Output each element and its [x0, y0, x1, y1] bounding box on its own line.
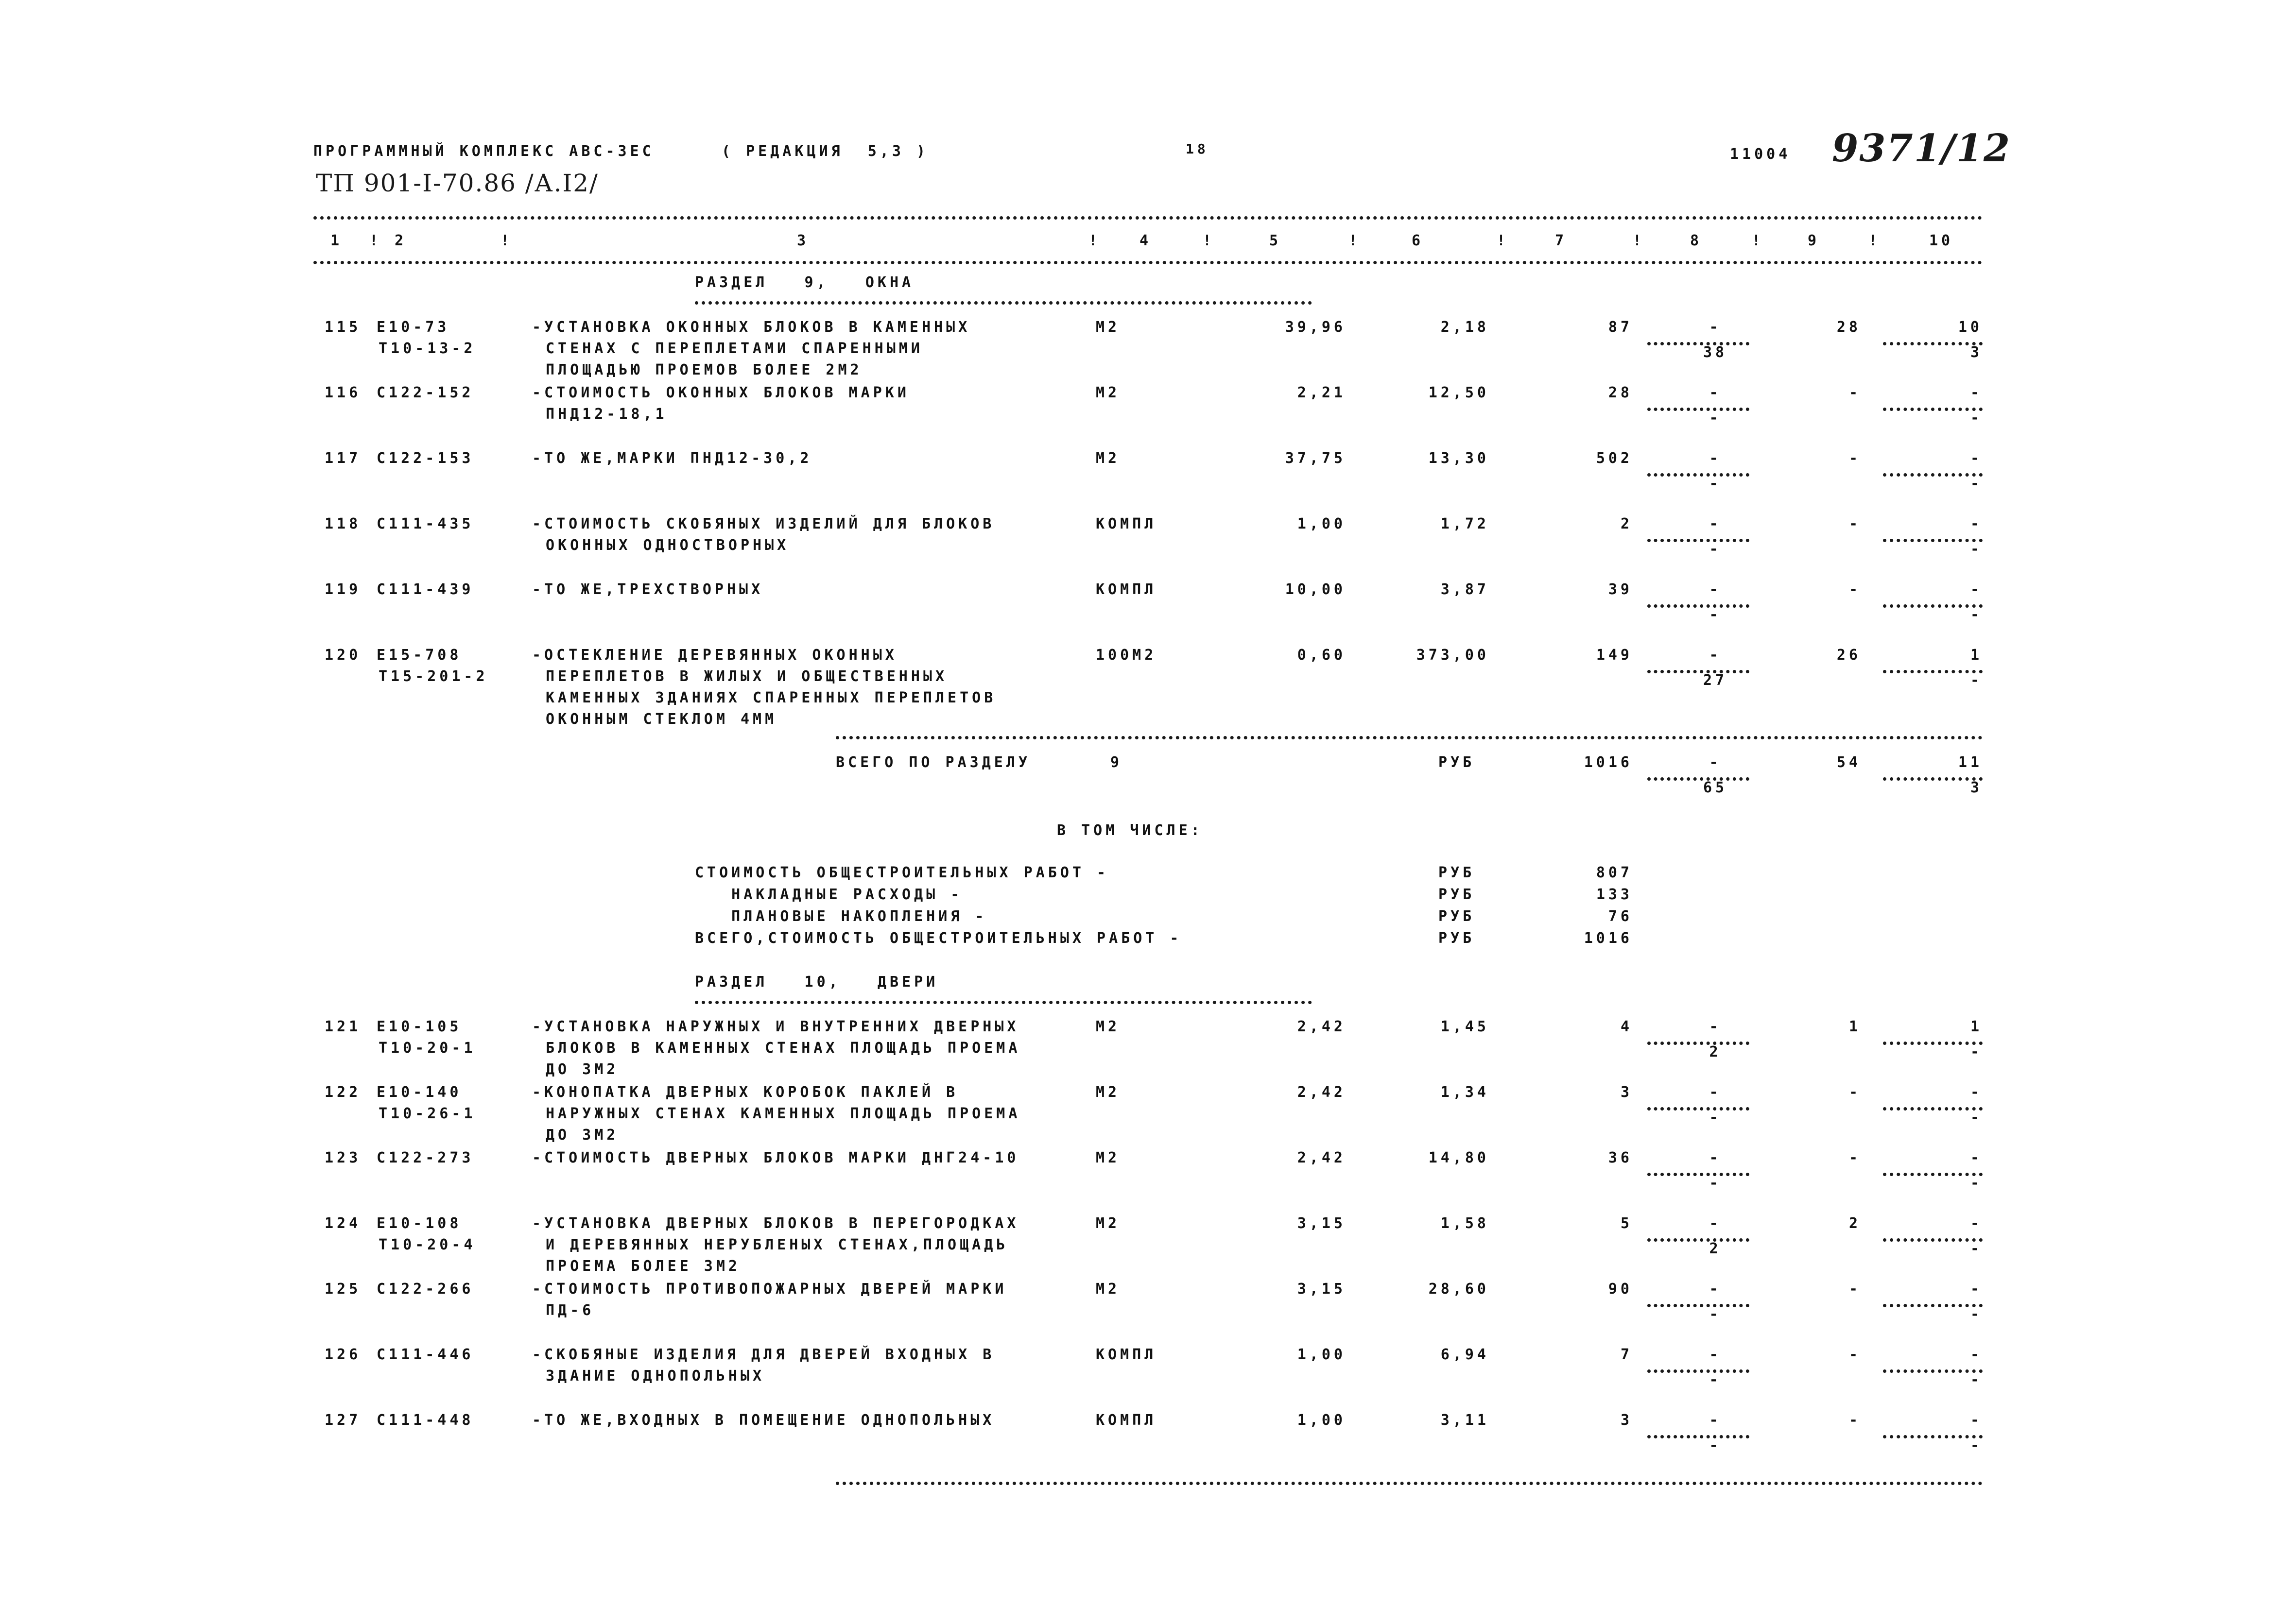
row-description: -СТОИМОСТЬ СКОБЯНЫХ ИЗДЕЛИЙ ДЛЯ БЛОКОВ — [532, 515, 995, 532]
row-description: -СТОИМОСТЬ ДВЕРНЫХ БЛОКОВ МАРКИ ДНГ24-10 — [532, 1149, 1019, 1166]
column-header-4: 4 — [1139, 232, 1152, 249]
row-unit: М2 — [1096, 1215, 1121, 1232]
row-col9: 26 — [1836, 647, 1861, 664]
row-col10: - — [1970, 1346, 1983, 1363]
total-label: ВСЕГО ПО РАЗДЕЛУ — [836, 754, 1031, 771]
handwritten-ref: 9371/12 — [1832, 126, 2011, 171]
row-total-cost: 87 — [1608, 319, 1633, 336]
breakdown-label: СТОИМОСТЬ ОБЩЕСТРОИТЕЛЬНЫХ РАБОТ - — [695, 864, 1109, 881]
row-code: С122-266 — [377, 1281, 474, 1298]
row-description: БЛОКОВ В КАМЕННЫХ СТЕНАХ ПЛОЩАДЬ ПРОЕМА — [546, 1040, 1021, 1057]
column-header-6: 6 — [1412, 232, 1424, 249]
row-unit-price: 373,00 — [1416, 647, 1489, 664]
breakdown-label: НАКЛАДНЫЕ РАСХОДЫ - — [695, 886, 963, 903]
row-unit: М2 — [1096, 450, 1121, 467]
row-total-cost: 149 — [1596, 647, 1633, 664]
row-total-cost: 36 — [1608, 1149, 1633, 1166]
row-code: Е10-108 — [377, 1215, 462, 1232]
row-description: ДО 3М2 — [546, 1127, 619, 1144]
column-header-1: 1 — [330, 232, 343, 249]
row-quantity: 1,00 — [1297, 1346, 1346, 1363]
row-col10-lower: - — [1970, 1175, 1983, 1192]
row-total-cost: 3 — [1620, 1412, 1633, 1429]
row-col10-lower: - — [1970, 475, 1983, 492]
column-header-8: 8 — [1690, 232, 1703, 249]
breakdown-unit: РУБ — [1438, 864, 1475, 881]
row-number: 116 — [325, 384, 362, 401]
row-col8: - — [1709, 319, 1722, 336]
row-col10: - — [1970, 1215, 1983, 1232]
row-col10-lower: 3 — [1970, 344, 1983, 361]
row-code: Т10-20-1 — [379, 1040, 476, 1057]
row-code: С111-448 — [377, 1412, 474, 1429]
breakdown-unit: РУБ — [1438, 930, 1475, 947]
doc-code: 11004 — [1730, 146, 1791, 163]
row-col10-lower: - — [1970, 1437, 1983, 1454]
row-col10-lower: - — [1970, 410, 1983, 427]
total-unit: РУБ — [1438, 754, 1475, 771]
row-unit-price: 14,80 — [1428, 1149, 1489, 1166]
breakdown-label: ВСЕГО,СТОИМОСТЬ ОБЩЕСТРОИТЕЛЬНЫХ РАБОТ - — [695, 930, 1182, 947]
row-description: -СКОБЯНЫЕ ИЗДЕЛИЯ ДЛЯ ДВЕРЕЙ ВХОДНЫХ В — [532, 1346, 995, 1363]
row-col8-lower: - — [1709, 541, 1722, 558]
row-col10-lower: - — [1970, 1306, 1983, 1323]
total-section-no: 9 — [1110, 754, 1123, 771]
row-col9: - — [1848, 1346, 1861, 1363]
row-code: Т10-20-4 — [379, 1236, 476, 1253]
row-code: Е10-140 — [377, 1084, 462, 1101]
row-description: ПЕРЕПЛЕТОВ В ЖИЛЫХ И ОБЩЕСТВЕННЫХ — [546, 668, 948, 685]
row-description: -СТОИМОСТЬ ПРОТИВОПОЖАРНЫХ ДВЕРЕЙ МАРКИ — [532, 1281, 1007, 1298]
header-bottom-rule — [313, 261, 1983, 264]
row-col8-lower: - — [1709, 1371, 1722, 1388]
row-quantity: 1,00 — [1297, 515, 1346, 532]
row-code: Т10-13-2 — [379, 340, 476, 357]
row-col9: - — [1848, 1149, 1861, 1166]
row-col10: 10 — [1958, 319, 1983, 336]
row-quantity: 39,96 — [1285, 319, 1346, 336]
column-separator: ! — [1203, 232, 1215, 249]
row-description: ПД-6 — [546, 1302, 595, 1319]
row-quantity: 3,15 — [1297, 1281, 1346, 1298]
row-col8-lower: 38 — [1703, 344, 1728, 361]
total-cost: 1016 — [1584, 754, 1633, 771]
column-separator: ! — [1633, 232, 1645, 249]
column-separator: ! — [1868, 232, 1881, 249]
row-col8: - — [1709, 1018, 1722, 1035]
row-number: 120 — [325, 647, 362, 664]
row-description: -УСТАНОВКА ДВЕРНЫХ БЛОКОВ В ПЕРЕГОРОДКАХ — [532, 1215, 1019, 1232]
row-total-cost: 2 — [1620, 515, 1633, 532]
row-unit: КОМПЛ — [1096, 581, 1157, 598]
row-col10: 1 — [1970, 647, 1983, 664]
edition-label: ( РЕДАКЦИЯ 5,3 ) — [722, 143, 929, 160]
row-col8: - — [1709, 450, 1722, 467]
footer-rule — [836, 1482, 1983, 1485]
row-col8-lower: - — [1709, 1306, 1722, 1323]
row-col8-lower: - — [1709, 1175, 1722, 1192]
row-total-cost: 39 — [1608, 581, 1633, 598]
row-code: Т15-201-2 — [379, 668, 488, 685]
row-col8: - — [1709, 1346, 1722, 1363]
row-unit-price: 6,94 — [1440, 1346, 1489, 1363]
section-title-underline — [695, 301, 1312, 305]
row-description: -ТО ЖЕ,ТРЕХСТВОРНЫХ — [532, 581, 764, 598]
breakdown-unit: РУБ — [1438, 908, 1475, 925]
row-description: -ТО ЖЕ,ВХОДНЫХ В ПОМЕЩЕНИЕ ОДНОПОЛЬНЫХ — [532, 1412, 995, 1429]
row-code: Т10-26-1 — [379, 1105, 476, 1122]
row-total-cost: 3 — [1620, 1084, 1633, 1101]
row-col9: - — [1848, 1084, 1861, 1101]
row-description: НАРУЖНЫХ СТЕНАХ КАМЕННЫХ ПЛОЩАДЬ ПРОЕМА — [546, 1105, 1021, 1122]
row-description: -ОСТЕКЛЕНИЕ ДЕРЕВЯННЫХ ОКОННЫХ — [532, 647, 898, 664]
row-col8-lower: - — [1709, 1109, 1722, 1126]
project-stamp: ТП 901-I-70.86 /А.I2/ — [316, 169, 599, 197]
row-quantity: 2,42 — [1297, 1018, 1346, 1035]
row-code: С122-153 — [377, 450, 474, 467]
total-col10-lower: 3 — [1970, 779, 1983, 796]
row-total-cost: 90 — [1608, 1281, 1633, 1298]
row-unit: КОМПЛ — [1096, 1412, 1157, 1429]
row-quantity: 1,00 — [1297, 1412, 1346, 1429]
row-number: 122 — [325, 1084, 362, 1101]
row-unit-price: 1,45 — [1440, 1018, 1489, 1035]
column-separator: ! — [1497, 232, 1509, 249]
row-description: ПРОЕМА БОЛЕЕ 3М2 — [546, 1258, 741, 1275]
row-col8: - — [1709, 515, 1722, 532]
row-col10-lower: - — [1970, 1043, 1983, 1060]
row-col8: - — [1709, 1412, 1722, 1429]
row-quantity: 37,75 — [1285, 450, 1346, 467]
row-description: ОКОННЫМ СТЕКЛОМ 4ММ — [546, 711, 777, 728]
column-header-3: 3 — [797, 232, 810, 249]
row-unit: М2 — [1096, 1018, 1121, 1035]
row-number: 117 — [325, 450, 362, 467]
program-name: ПРОГРАММНЫЙ КОМПЛЕКС АВС-3ЕС — [313, 143, 655, 160]
breakdown-value: 807 — [1596, 864, 1633, 881]
row-code: Е10-105 — [377, 1018, 462, 1035]
row-total-cost: 4 — [1620, 1018, 1633, 1035]
row-col8: - — [1709, 1149, 1722, 1166]
section-title: РАЗДЕЛ 9, ОКНА — [695, 274, 915, 291]
row-col8-lower: - — [1709, 475, 1722, 492]
row-unit: КОМПЛ — [1096, 1346, 1157, 1363]
row-unit-price: 13,30 — [1428, 450, 1489, 467]
row-col8-lower: - — [1709, 1437, 1722, 1454]
row-unit-price: 1,34 — [1440, 1084, 1489, 1101]
row-unit-price: 3,87 — [1440, 581, 1489, 598]
column-header-2: 2 — [395, 232, 407, 249]
row-col9: - — [1848, 1412, 1861, 1429]
row-col8-lower: 2 — [1709, 1240, 1722, 1257]
row-code: С111-446 — [377, 1346, 474, 1363]
row-col9: - — [1848, 450, 1861, 467]
row-number: 118 — [325, 515, 362, 532]
row-quantity: 2,42 — [1297, 1149, 1346, 1166]
column-separator: ! — [369, 232, 382, 249]
row-code: С111-439 — [377, 581, 474, 598]
column-separator: ! — [501, 232, 513, 249]
column-separator: ! — [1348, 232, 1361, 249]
row-number: 121 — [325, 1018, 362, 1035]
row-col8-lower: - — [1709, 410, 1722, 427]
row-col8: - — [1709, 1215, 1722, 1232]
total-col8-lower: 65 — [1703, 779, 1728, 796]
row-description: ПНД12-18,1 — [546, 406, 668, 423]
row-quantity: 2,21 — [1297, 384, 1346, 401]
row-total-cost: 7 — [1620, 1346, 1633, 1363]
row-number: 125 — [325, 1281, 362, 1298]
section-title: РАЗДЕЛ 10, ДВЕРИ — [695, 974, 939, 991]
row-number: 124 — [325, 1215, 362, 1232]
row-col8: - — [1709, 384, 1722, 401]
row-col9: 2 — [1848, 1215, 1861, 1232]
row-description: ЗДАНИЕ ОДНОПОЛЬНЫХ — [546, 1368, 765, 1385]
including-label: В ТОМ ЧИСЛЕ: — [1057, 822, 1203, 839]
column-separator: ! — [1752, 232, 1764, 249]
row-unit: М2 — [1096, 384, 1121, 401]
breakdown-value: 1016 — [1584, 930, 1633, 947]
row-col10-lower: - — [1970, 541, 1983, 558]
row-col10-lower: - — [1970, 1240, 1983, 1257]
row-quantity: 0,60 — [1297, 647, 1346, 664]
column-separator: ! — [1088, 232, 1101, 249]
row-number: 123 — [325, 1149, 362, 1166]
row-col10: - — [1970, 515, 1983, 532]
row-unit: М2 — [1096, 1281, 1121, 1298]
row-description: -ТО ЖЕ,МАРКИ ПНД12-30,2 — [532, 450, 812, 467]
row-unit-price: 3,11 — [1440, 1412, 1489, 1429]
row-unit: КОМПЛ — [1096, 515, 1157, 532]
breakdown-label: ПЛАНОВЫЕ НАКОПЛЕНИЯ - — [695, 908, 987, 925]
row-quantity: 3,15 — [1297, 1215, 1346, 1232]
breakdown-value: 133 — [1596, 886, 1633, 903]
row-col9: 28 — [1836, 319, 1861, 336]
row-description: ПЛОЩАДЬЮ ПРОЕМОВ БОЛЕЕ 2М2 — [546, 361, 863, 378]
row-col8: - — [1709, 1281, 1722, 1298]
row-unit: 100М2 — [1096, 647, 1157, 664]
row-col10: - — [1970, 1281, 1983, 1298]
row-col8-lower: 27 — [1703, 672, 1728, 689]
column-header-7: 7 — [1555, 232, 1568, 249]
row-code: С122-152 — [377, 384, 474, 401]
row-quantity: 2,42 — [1297, 1084, 1346, 1101]
row-description: -УСТАНОВКА НАРУЖНЫХ И ВНУТРЕННИХ ДВЕРНЫХ — [532, 1018, 1019, 1035]
row-description: -СТОИМОСТЬ ОКОННЫХ БЛОКОВ МАРКИ — [532, 384, 910, 401]
row-unit: М2 — [1096, 1084, 1121, 1101]
column-header-9: 9 — [1808, 232, 1820, 249]
row-col10-lower: - — [1970, 1109, 1983, 1126]
row-col8: - — [1709, 1084, 1722, 1101]
column-header-5: 5 — [1269, 232, 1282, 249]
row-total-cost: 502 — [1596, 450, 1633, 467]
row-number: 127 — [325, 1412, 362, 1429]
row-col10: 1 — [1970, 1018, 1983, 1035]
row-unit-price: 1,58 — [1440, 1215, 1489, 1232]
row-description: ОКОННЫХ ОДНОСТВОРНЫХ — [546, 537, 790, 554]
total-col10: 11 — [1958, 754, 1983, 771]
row-description: И ДЕРЕВЯННЫХ НЕРУБЛЕНЫХ СТЕНАХ,ПЛОЩАДЬ — [546, 1236, 1009, 1253]
column-header-10: 10 — [1929, 232, 1954, 249]
row-code: С122-273 — [377, 1149, 474, 1166]
page-number: 18 — [1186, 141, 1209, 157]
row-col10: - — [1970, 1412, 1983, 1429]
total-col8: - — [1709, 754, 1722, 771]
section-title-underline — [695, 1001, 1312, 1004]
row-unit-price: 1,72 — [1440, 515, 1489, 532]
row-total-cost: 28 — [1608, 384, 1633, 401]
row-col10-lower: - — [1970, 606, 1983, 623]
row-col10: - — [1970, 384, 1983, 401]
total-top-rule — [836, 736, 1983, 739]
header-top-rule — [313, 216, 1983, 220]
row-col9: 1 — [1848, 1018, 1861, 1035]
row-code: С111-435 — [377, 515, 474, 532]
row-unit-price: 28,60 — [1428, 1281, 1489, 1298]
row-description: СТЕНАХ С ПЕРЕПЛЕТАМИ СПАРЕННЫМИ — [546, 340, 923, 357]
row-description: -УСТАНОВКА ОКОННЫХ БЛОКОВ В КАМЕННЫХ — [532, 319, 971, 336]
row-col9: - — [1848, 384, 1861, 401]
row-description: -КОНОПАТКА ДВЕРНЫХ КОРОБОК ПАКЛЕЙ В — [532, 1084, 959, 1101]
row-number: 119 — [325, 581, 362, 598]
row-total-cost: 5 — [1620, 1215, 1633, 1232]
row-description: КАМЕННЫХ ЗДАНИЯХ СПАРЕННЫХ ПЕРЕПЛЕТОВ — [546, 689, 997, 706]
row-unit-price: 12,50 — [1428, 384, 1489, 401]
row-col10: - — [1970, 1084, 1983, 1101]
row-unit-price: 2,18 — [1440, 319, 1489, 336]
row-col10-lower: - — [1970, 1371, 1983, 1388]
row-number: 126 — [325, 1346, 362, 1363]
row-col9: - — [1848, 581, 1861, 598]
total-col9: 54 — [1836, 754, 1861, 771]
row-col10: - — [1970, 1149, 1983, 1166]
row-code: Е15-708 — [377, 647, 462, 664]
row-col10-lower: - — [1970, 672, 1983, 689]
row-col9: - — [1848, 1281, 1861, 1298]
row-quantity: 10,00 — [1285, 581, 1346, 598]
row-col10: - — [1970, 581, 1983, 598]
row-col9: - — [1848, 515, 1861, 532]
breakdown-unit: РУБ — [1438, 886, 1475, 903]
row-col8: - — [1709, 647, 1722, 664]
row-col10: - — [1970, 450, 1983, 467]
row-code: Е10-73 — [377, 319, 450, 336]
breakdown-value: 76 — [1608, 908, 1633, 925]
row-unit: М2 — [1096, 1149, 1121, 1166]
row-description: ДО 3М2 — [546, 1061, 619, 1078]
row-unit: М2 — [1096, 319, 1121, 336]
row-col8-lower: - — [1709, 606, 1722, 623]
row-col8-lower: 2 — [1709, 1043, 1722, 1060]
row-col8: - — [1709, 581, 1722, 598]
row-number: 115 — [325, 319, 362, 336]
